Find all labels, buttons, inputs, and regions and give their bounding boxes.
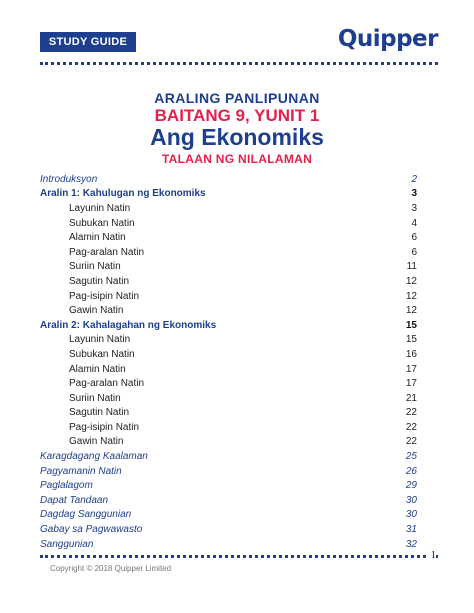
toc-entry-title: Introduksyon xyxy=(40,173,98,185)
toc-entry-title: Pag-isipin Natin xyxy=(69,421,140,433)
toc-entry-page: 15 xyxy=(405,334,417,346)
toc-entry-title: Sagutin Natin xyxy=(69,407,130,419)
toc-entry[interactable] xyxy=(40,318,417,333)
toc-entry[interactable] xyxy=(40,376,417,391)
toc-entry-page: 4 xyxy=(411,217,417,229)
toc-entry-title: Pag-aralan Natin xyxy=(69,378,145,390)
toc-entry-title: Sagutin Natin xyxy=(69,275,130,287)
document-title: Ang Ekonomiks xyxy=(150,124,324,150)
toc-entry-page: 32 xyxy=(405,538,417,550)
toc-entry[interactable] xyxy=(40,201,417,216)
toc-entry-page: 22 xyxy=(405,436,417,448)
toc-entry-page: 12 xyxy=(405,275,417,287)
toc-entry[interactable] xyxy=(40,435,417,450)
grade-unit-heading: BAITANG 9, YUNIT 1 xyxy=(154,106,320,125)
toc-entry[interactable] xyxy=(40,464,417,479)
top-dotted-divider xyxy=(40,62,438,65)
toc-entry-page: 12 xyxy=(405,305,417,317)
toc-entry-title: Layunin Natin xyxy=(69,202,131,214)
toc-entry-page: 16 xyxy=(405,348,417,360)
toc-entry[interactable] xyxy=(40,216,417,231)
toc-entry[interactable] xyxy=(40,289,417,304)
toc-entry-page: 15 xyxy=(405,319,417,331)
toc-entry[interactable] xyxy=(40,245,417,260)
toc-entry-title: Aralin 2: Kahalagahan ng Ekonomiks xyxy=(40,319,217,331)
toc-entry-title: Pag-isipin Natin xyxy=(69,290,140,302)
toc-entry[interactable] xyxy=(40,362,417,377)
toc-entry[interactable] xyxy=(40,187,417,202)
toc-entry-page: 6 xyxy=(411,246,417,258)
toc-entry-page: 25 xyxy=(405,451,417,463)
toc-entry[interactable] xyxy=(40,493,417,508)
toc-entry-page: 12 xyxy=(405,290,417,302)
quipper-logo: Quipper xyxy=(337,26,438,52)
toc-entry[interactable] xyxy=(40,522,417,537)
toc-entry[interactable] xyxy=(40,303,417,318)
toc-entry[interactable] xyxy=(40,391,417,406)
toc-entry[interactable] xyxy=(40,172,417,187)
toc-entry[interactable] xyxy=(40,420,417,435)
toc-entry-title: Gabay sa Pagwawasto xyxy=(40,524,143,536)
toc-entry[interactable] xyxy=(40,449,417,464)
toc-entry[interactable] xyxy=(40,478,417,493)
toc-entry-title: Subukan Natin xyxy=(69,217,135,229)
subject-heading: ARALING PANLIPUNAN xyxy=(154,90,320,106)
toc-entry-page: 21 xyxy=(405,392,417,404)
toc-entry-title: Alamin Natin xyxy=(69,363,126,375)
toc-entry-title: Paglalagom xyxy=(40,480,93,492)
toc-entry-title: Gawin Natin xyxy=(69,305,124,317)
toc-entry-page: 17 xyxy=(405,363,417,375)
toc-entry-page: 17 xyxy=(405,378,417,390)
study-guide-badge: STUDY GUIDE xyxy=(40,32,136,52)
table-of-contents xyxy=(40,172,417,551)
toc-entry-title: Suriin Natin xyxy=(69,261,121,273)
toc-entry-page: 26 xyxy=(405,465,417,477)
page-number: 1 xyxy=(428,549,437,561)
toc-entry-page: 3 xyxy=(411,188,417,200)
toc-entry-title: Karagdagang Kaalaman xyxy=(40,451,148,463)
toc-entry-title: Layunin Natin xyxy=(69,334,131,346)
toc-entry-title: Gawin Natin xyxy=(69,436,124,448)
toc-heading: TALAAN NG NILALAMAN xyxy=(161,152,313,166)
toc-entry[interactable] xyxy=(40,537,417,552)
toc-entry-page: 22 xyxy=(405,407,417,419)
toc-entry-title: Pagyamanin Natin xyxy=(40,465,122,477)
toc-entry-page: 11 xyxy=(406,261,417,273)
toc-entry-title: Subukan Natin xyxy=(69,348,135,360)
toc-entry-page: 30 xyxy=(405,494,417,506)
toc-entry[interactable] xyxy=(40,333,417,348)
toc-entry[interactable] xyxy=(40,347,417,362)
toc-entry-title: Dagdag Sanggunian xyxy=(40,509,132,521)
toc-entry-title: Aralin 1: Kahulugan ng Ekonomiks xyxy=(40,188,206,200)
toc-entry-title: Dapat Tandaan xyxy=(40,494,109,506)
copyright-notice: Copyright © 2018 Quipper Limited xyxy=(50,564,172,573)
toc-entry-page: 3 xyxy=(411,202,417,214)
toc-entry-page: 6 xyxy=(411,232,417,244)
toc-entry-title: Sanggunian xyxy=(40,538,94,550)
toc-entry[interactable] xyxy=(40,274,417,289)
toc-entry-page: 29 xyxy=(405,480,417,492)
toc-entry-title: Alamin Natin xyxy=(69,232,126,244)
toc-entry-page: 2 xyxy=(411,173,417,185)
toc-entry-page: 31 xyxy=(405,524,417,536)
toc-entry[interactable] xyxy=(40,230,417,245)
toc-entry[interactable] xyxy=(40,406,417,421)
toc-entry[interactable] xyxy=(40,260,417,275)
bottom-dotted-divider xyxy=(40,555,438,558)
toc-entry-title: Suriin Natin xyxy=(69,392,121,404)
toc-entry-title: Pag-aralan Natin xyxy=(69,246,145,258)
toc-entry[interactable] xyxy=(40,508,417,523)
toc-entry-page: 30 xyxy=(405,509,417,521)
toc-entry-page: 22 xyxy=(405,421,417,433)
